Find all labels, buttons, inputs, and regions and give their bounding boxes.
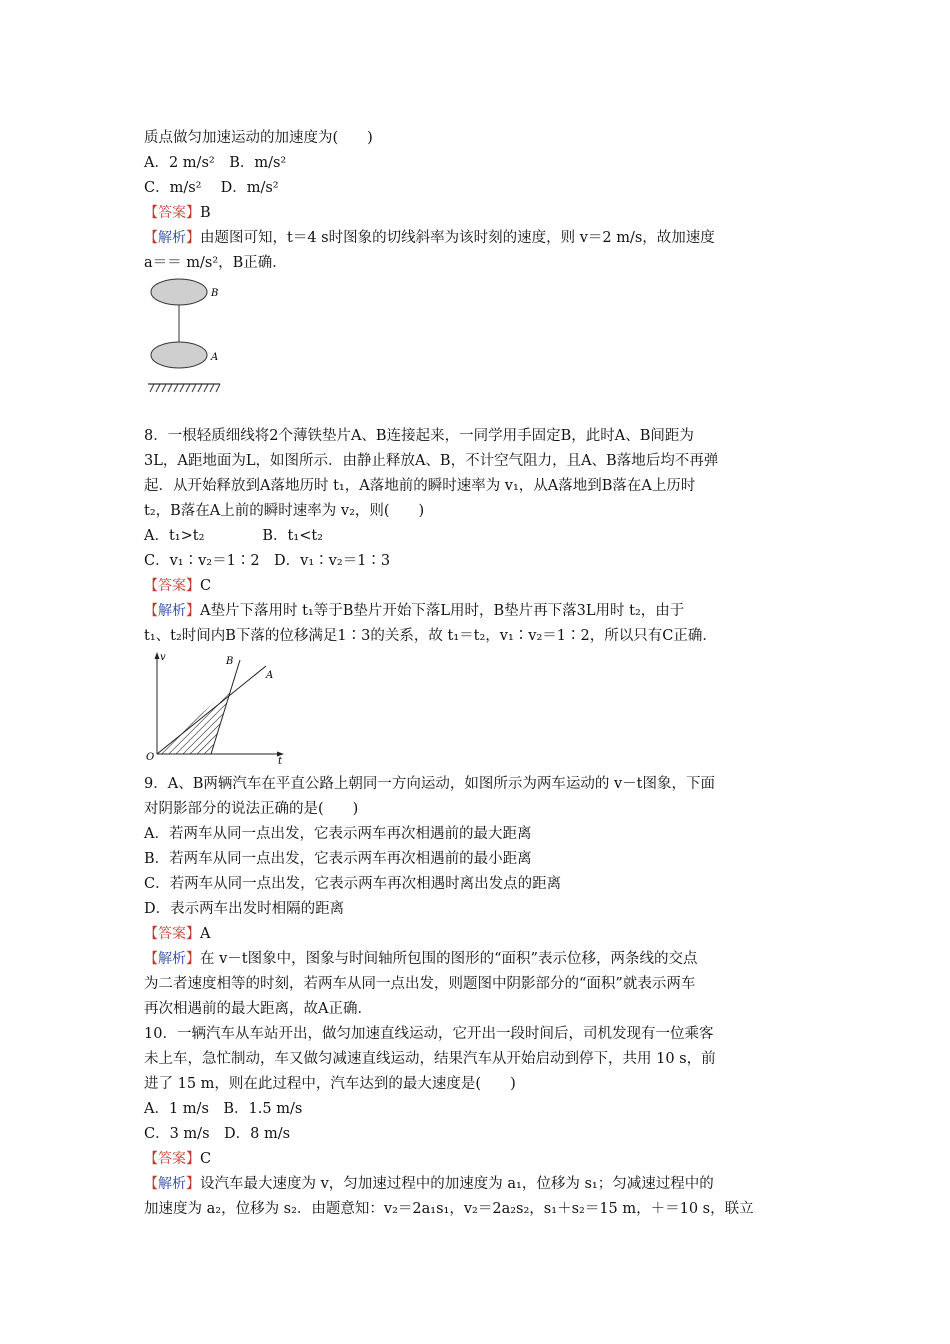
q8-explanation-line2: t₁、t₂时间内B下落的位移满足1∶3的关系，故 t₁＝t₂，v₁∶v₂＝1∶2，所以只有C正确．	[144, 628, 717, 644]
q8-stem-line2: 3L，A距地面为L，如图所示．由静止释放A、B，不计空气阻力，且A、B落地后均不再弹	[144, 453, 719, 469]
q10-answer	[144, 1147, 211, 1172]
label-t: t	[278, 756, 283, 766]
ground-hatch	[150, 384, 220, 392]
q8-options-ab: A．t₁>t₂ B．t₁<t₂	[144, 528, 323, 544]
pad-a	[151, 342, 207, 368]
answer-value: A	[200, 926, 211, 942]
label-b: B	[226, 656, 234, 667]
q8-answer	[144, 574, 211, 599]
v-axis-arrow	[155, 652, 160, 659]
answer-value: B	[200, 205, 211, 221]
q9-explanation-line2: 为二者速度相等的时刻，若两车从同一点出发，则题图中阴影部分的“面积”就表示两车	[144, 976, 696, 992]
figure-pads-diagram	[144, 272, 234, 396]
q9-answer	[144, 922, 210, 947]
label-b: B	[211, 288, 219, 299]
q8-options-cd: C．v₁∶v₂＝1∶2 D．v₁∶v₂＝1∶3	[144, 553, 391, 569]
label-v: v	[160, 652, 166, 663]
label-a: A	[266, 670, 274, 681]
explanation-tag: 【解析】	[144, 951, 200, 967]
q10-explanation-line1: 【解析】设汽车最大速度为 v，匀加速过程中的加速度为 a₁，位移为 s₁；匀减速过程中的	[144, 1176, 714, 1192]
q9-explanation-line3: 再次相遇前的最大距离，故A正确．	[144, 1001, 372, 1017]
answer-tag: 【答案】	[144, 205, 200, 221]
explanation-tag: 【解析】	[144, 1176, 200, 1192]
q7-answer	[144, 201, 211, 226]
label-a: A	[211, 352, 219, 363]
q9-explanation-line1: 【解析】在 v－t图象中，图象与时间轴所包围的图形的“面积”表示位移，两条线的交点	[144, 951, 698, 967]
figure-vt-graph	[140, 648, 290, 766]
q8-explanation-line1: 【解析】A垫片下落用时 t₁等于B垫片开始下落L用时，B垫片再下落3L用时 t₂，由于	[144, 603, 685, 619]
q9-option-b: B．若两车从同一点出发，它表示两车再次相遇前的最小距离	[144, 851, 532, 867]
q10-options-ab: A．1 m/s B．1.5 m/s	[144, 1101, 303, 1117]
q9-option-d: D．表示两车出发时相隔的距离	[144, 901, 345, 917]
answer-tag: 【答案】	[144, 1151, 200, 1167]
q7-explanation-line1: 【解析】由题图可知，t＝4 s时图象的切线斜率为该时刻的速度，则 v＝2 m/s，故加速度	[144, 230, 715, 246]
q7-options-cd: C．m/s² D．m/s²	[144, 180, 279, 196]
q7-stem: 质点做匀加速运动的加速度为( )	[144, 130, 373, 146]
explanation-tag: 【解析】	[144, 230, 200, 246]
q8-stem-line1: 8．一根轻质细线将2个薄铁垫片A、B连接起来，一同学用手固定B，此时A、B间距为	[144, 428, 694, 444]
answer-tag: 【答案】	[144, 578, 200, 594]
q8-stem-line3: 起．从开始释放到A落地历时 t₁，A落地前的瞬时速率为 v₁，从A落地到B落在A上历时	[144, 478, 696, 494]
answer-value: C	[200, 578, 212, 594]
shaded-area	[157, 686, 232, 754]
q10-explanation-line2: 加速度为 a₂，位移为 s₂．由题意知：v₂＝2a₁s₁，v₂＝2a₂s₂，s₁＋s₂＝15 m，＋＝10 s，联立	[144, 1201, 754, 1217]
q9-stem-line1: 9．A、B两辆汽车在平直公路上朝同一方向运动，如图所示为两车运动的 v－t图象，下面	[144, 776, 715, 792]
q7-explanation-line2: a＝＝ m/s²，B正确．	[144, 255, 287, 271]
explanation-tag: 【解析】	[144, 603, 200, 619]
q10-stem-line3: 进了 15 m，则在此过程中，汽车达到的最大速度是( )	[144, 1076, 516, 1092]
q10-stem-line1: 10．一辆汽车从车站开出，做匀加速直线运动，它开出一段时间后，司机发现有一位乘客	[144, 1026, 714, 1042]
q10-options-cd: C．3 m/s D．8 m/s	[144, 1126, 291, 1142]
answer-tag: 【答案】	[144, 926, 200, 942]
label-o: O	[146, 752, 155, 763]
q9-stem-line2: 对阴影部分的说法正确的是( )	[144, 801, 359, 817]
q7-options-ab: A．2 m/s² B．m/s²	[144, 155, 287, 171]
q9-option-a: A．若两车从同一点出发，它表示两车再次相遇前的最大距离	[144, 826, 532, 842]
answer-value: C	[200, 1151, 212, 1167]
pad-b	[151, 279, 207, 305]
q8-stem-line4: t₂，B落在A上前的瞬时速率为 v₂，则( )	[144, 503, 425, 519]
q10-stem-line2: 未上车，急忙制动，车又做匀减速直线运动，结果汽车从开始启动到停下，共用 10 s，前	[144, 1051, 716, 1067]
q9-option-c: C．若两车从同一点出发，它表示两车再次相遇时离出发点的距离	[144, 876, 562, 892]
